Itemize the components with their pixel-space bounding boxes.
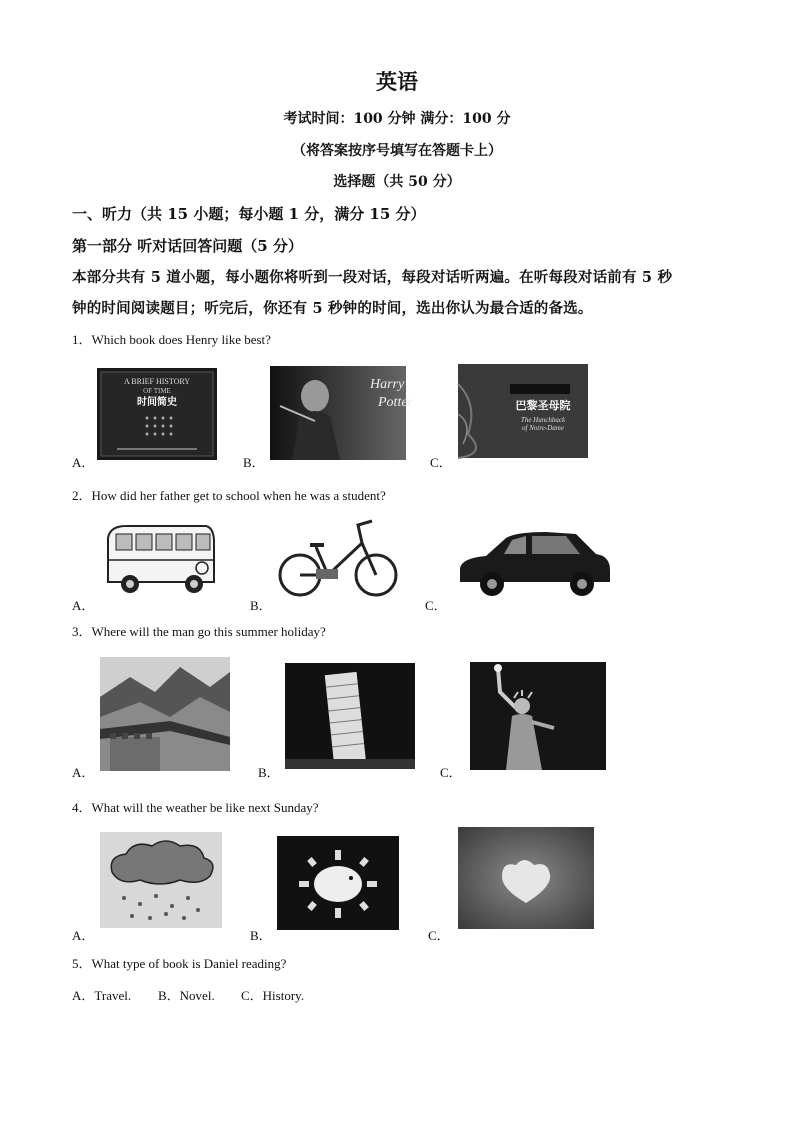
- rain-cloud-icon: [100, 832, 222, 928]
- question-5: 5．What type of book is Daniel reading?: [72, 956, 287, 971]
- q2-option-c: C．: [425, 598, 447, 613]
- instruction: （将答案按序号填写在答题卡上）: [292, 143, 502, 159]
- notre-dame-book-icon: [458, 364, 588, 458]
- statue-of-liberty-icon: [470, 662, 606, 770]
- question-2: 2．How did her father get to school when he was a student?: [72, 488, 386, 503]
- intro-line-1: 本部分共有 5 道小题，每小题你将听到一段对话，每段对话听两遍。在听每段对话前有 5 秒: [72, 269, 673, 286]
- part1-heading: 第一部分 听对话回答问题（5 分）: [72, 237, 303, 255]
- book-c-en2: of Notre-Dame: [522, 424, 564, 432]
- q5-option-b: B．Novel.: [158, 988, 215, 1003]
- bicycle-icon: [276, 517, 402, 599]
- book-c-cn-title: 巴黎圣母院: [515, 399, 571, 412]
- question-1: 1．Which book does Henry like best?: [72, 332, 271, 347]
- q4-option-a: A．: [72, 928, 95, 943]
- exam-info: 考试时间：100 分钟 满分：100 分: [283, 111, 511, 127]
- car-icon: [456, 528, 614, 600]
- page-title: 英语: [376, 69, 418, 94]
- book-a-cn-title: 时间简史: [137, 397, 177, 408]
- q1-option-c: C．: [430, 455, 452, 470]
- book-a-line2: OF TIME: [143, 387, 171, 395]
- harry-potter-book-icon: [270, 366, 413, 460]
- q5-option-c: C．History.: [241, 988, 305, 1003]
- q4-option-b: B．: [250, 928, 272, 943]
- leaning-tower-icon: [285, 663, 415, 769]
- history-book-icon: [97, 368, 217, 460]
- q3-option-b: B．: [258, 765, 280, 780]
- q1-option-a: A．: [72, 455, 95, 470]
- book-a-line1: A BRIEF HISTORY: [123, 377, 191, 386]
- intro-line-2: 钟的时间阅读题目；听完后，你还有 5 秒钟的时间，选出你认为最合适的备选。: [72, 300, 593, 317]
- great-wall-icon: [100, 657, 230, 771]
- book-b-title1: Harry: [370, 377, 405, 392]
- part-title: 选择题（共 50 分）: [333, 174, 461, 190]
- bus-icon: [102, 520, 218, 600]
- q4-option-c: C．: [428, 928, 450, 943]
- question-4: 4．What will the weather be like next Sunday?: [72, 800, 319, 815]
- q2-option-b: B．: [250, 598, 272, 613]
- listening-heading: 一、听力（共 15 小题；每小题 1 分，满分 15 分）: [72, 205, 426, 223]
- q3-option-c: C．: [440, 765, 462, 780]
- q2-option-a: A．: [72, 598, 95, 613]
- sun-icon: [277, 836, 399, 930]
- book-c-en1: The Hunchback: [520, 416, 566, 424]
- cloud-icon: [458, 827, 594, 929]
- q3-option-a: A．: [72, 765, 95, 780]
- q5-option-a: A．Travel.: [72, 988, 132, 1003]
- q1-option-b: B．: [243, 455, 265, 470]
- question-3: 3．Where will the man go this summer holiday?: [72, 624, 326, 639]
- book-b-title2: Potter: [378, 395, 413, 410]
